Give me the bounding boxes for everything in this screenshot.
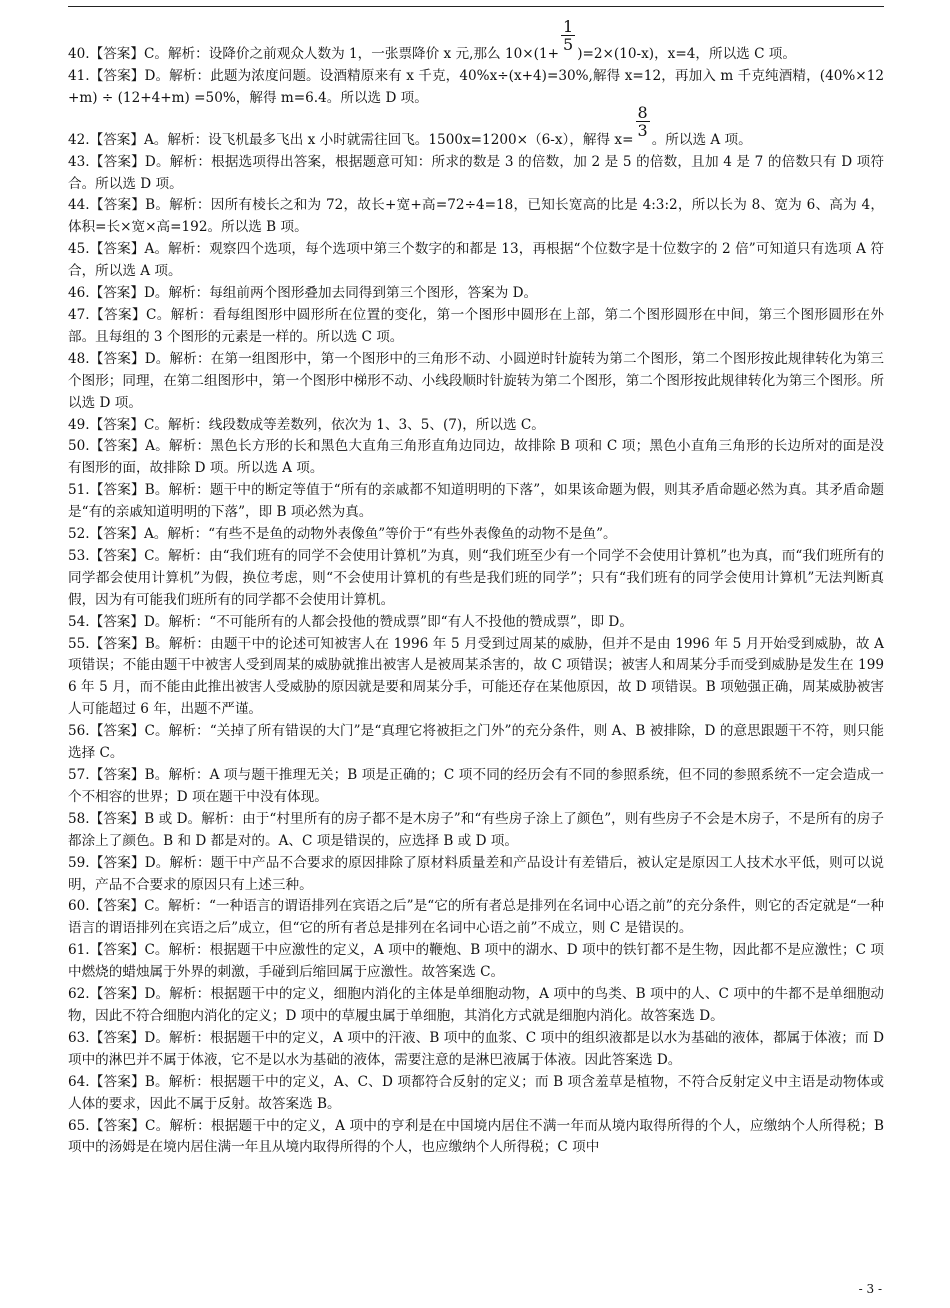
answer-item-61: 61.【答案】C。解析：根据题干中应激性的定义，A 项中的鞭炮、B 项中的湖水、D 项中的铁钉都不是生物，因此都不是应激性；C 项中燃烧的蜡烛属于外界的刺激，手碰到后缩回属于应激性。故答案选 C。 <box>68 942 884 981</box>
answer-item-58: 58.【答案】B 或 D。解析：由于“村里所有的房子都不是木房子”和“有些房子涂上了颜色”，则有些房子不会是木房子，不是所有的房子都涂上了颜色。B 和 D 都是对的。A、C 项是错误的，应选择 B 或 D 项。 <box>68 810 884 849</box>
answer-item-40: 40.【答案】C。解析：设降价之前观众人数为 1，一张票降价 x 元,那么 10×(1+ $\frac{1}{5}$ )=2×(10-x)，x=4，所以选 C 项。 <box>68 17 796 62</box>
answer-item-51: 51.【答案】B。解析：题干中的断定等值于“所有的亲戚都不知道明明的下落”，如果该命题为假，则其矛盾命题必然为真。其矛盾命题是“有的亲戚知道明明的下落”，即 B 项必然为真。 <box>68 482 884 521</box>
answer-item-42: 42.【答案】A。解析：设飞机最多飞出 x 小时就需往回飞。1500x=1200×（6-x），解得 x= $\frac{8}{3}$ 。所以选 A 项。 <box>68 102 752 148</box>
fraction: $\frac{1}{5}$ <box>563 17 574 54</box>
answer-item-41: 41.【答案】D。解析：此题为浓度问题。设酒精原来有 x 千克，40%x÷(x+4)=30%,解得 x=12，再加入 m 千克纯酒精，(40%×12+m) ÷ (12+4+m) =50%，解得 m=6.4。所以选 D 项。 <box>68 67 884 106</box>
answer-item-49: 49.【答案】C。解析：线段数成等差数列，依次为 1、3、5、(7)，所以选 C。 <box>68 416 545 433</box>
answer-item-45: 45.【答案】A。解析：观察四个选项，每个选项中第三个数字的和都是 13，再根据“个位数字是十位数字的 2 倍”可知道只有选项 A 符合，所以选 A 项。 <box>68 241 884 280</box>
answer-item-44: 44.【答案】B。解析：因所有棱长之和为 72，故长+宽+高=72÷4=18，已知长宽高的比是 4:3:2，所以长为 8、宽为 6、高为 4，体积=长×宽×高=192。所以选 B 项。 <box>68 197 884 236</box>
fraction: $\frac{8}{3}$ <box>637 102 648 140</box>
answer-item-48: 48.【答案】D。解析：在第一组图形中，第一个图形中的三角形不动、小圆逆时针旋转为第二个图形，第二个图形按此规律转化为第三个图形；同理，在第二组图形中，第一个图形中梯形不动、小线段顺时针旋转为第二个图形，第二个图形按此规律转化为第三个图形。所以选 D 项。 <box>68 350 884 411</box>
answer-item-54: 54.【答案】D。解析：“不可能所有的人都会投他的赞成票”即“有人不投他的赞成票”，即 D。 <box>68 613 633 630</box>
answer-item-43: 43.【答案】D。解析：根据选项得出答案，根据题意可知：所求的数是 3 的倍数，加 2 是 5 的倍数，且加 4 是 7 的倍数只有 D 项符合。所以选 D 项。 <box>68 153 884 192</box>
header-rule <box>68 6 884 7</box>
answer-item-52: 52.【答案】A。解析：“有些不是鱼的动物外表像鱼”等价于“有些外表像鱼的动物不是鱼”。 <box>68 526 617 543</box>
spacer <box>68 110 884 130</box>
answer-item-64: 64.【答案】B。解析：根据题干中的定义，A、C、D 项都符合反射的定义；而 B 项含羞草是植物，不符合反射定义中主语是动物体或人体的要求，因此不属于反射。故答案选 B。 <box>68 1073 884 1112</box>
answer-item-56: 56.【答案】C。解析：“关掉了所有错误的大门”是“真理它将被拒之门外”的充分条件，则 A、B 被排除，D 的意思跟题干不符，则只能选择 C。 <box>68 723 884 762</box>
answer-item-62: 62.【答案】D。解析：根据题干中的定义，细胞内消化的主体是单细胞动物，A 项中的鸟类、B 项中的人、C 项中的牛都不是单细胞动物，因此不符合细胞内消化的定义；D 项中的草履虫属于单细胞，其消化方式就是细胞内消化。故答案选 D。 <box>68 986 884 1024</box>
answer-item-50: 50.【答案】A。解析：黑色长方形的长和黑色大直角三角形直角边同边，故排除 B 项和 C 项；黑色小直角三角形的长边所对的面是没有图形的面，故排除 D 项。所以选 A 项。 <box>68 438 884 477</box>
answer-item-65: 65.【答案】C。解析：根据题干中的定义，A 项中的亨利是在中国境内居住不满一年而从境内取得所得的个人，应缴纳个人所得税；B 项中的汤姆是在境内居住满一年且从境内取得所得的个人，也应缴纳个人所得税；C 项中 <box>68 1117 889 1156</box>
answer-item-55: 55.【答案】B。解析：由题干中的论述可知被害人在 1996 年 5 月受到过周某的威胁，但并不是由 1996 年 5 月开始受到威胁，故 A 项错误；不能由题干中被害人受到周某的威胁就推出被害人是被周某杀害的，故 C 项错误；被害人和周某分手而受到威胁是发生在 1996 年 5 月，而不能由此推出被害人受威胁的原因就是要和周某分手，可能还存在某他原因，故 D 项错误。B 项勉强正确，周某威胁被害人可能超过 6 年，出题不严谨。 <box>68 635 889 718</box>
answer-item-60: 60.【答案】C。解析：“一种语言的谓语排列在宾语之后”是“它的所有者总是排列在名词中心语之前”的充分条件，则它的否定就是“一种语言的谓语排列在宾语之后”成立，但“它的所有者总是排列在名词中心语之前”不成立，则 C 是错误的。 <box>68 898 884 937</box>
answer-item-63: 63.【答案】D。解析：根据题干中的定义，A 项中的汗液、B 项中的血浆、C 项中的组织液都是以水为基础的液体，都属于体液；而 D 项中的淋巴并不属于体液，它不是以水为基础的液体，需要注意的是淋巴液属于体液。因此答案选 D。 <box>68 1029 889 1068</box>
answer-item-53: 53.【答案】C。解析：由“我们班有的同学不会使用计算机”为真，则“我们班至少有一个同学不会使用计算机”也为真，而“我们班所有的同学都会使用计算机”为假，换位考虑，则“不会使用计算机的有些是我们班的同学”；只有“我们班有的同学会使用计算机”无法判断真假，因为有可能我们班所有的同学都不会使用计算机。 <box>68 547 884 608</box>
answer-item-57: 57.【答案】B。解析：A 项与题干推理无关；B 项是正确的；C 项不同的经历会有不同的参照系统，但不同的参照系统不一定会造成一个不相容的世界；D 项在题干中没有体现。 <box>68 767 884 805</box>
answer-item-59: 59.【答案】D。解析：题干中产品不合要求的原因排除了原材料质量差和产品设计有差错后，被认定是原因工人技术水平低，则可以说明，产品不合要求的原因只有上述三种。 <box>68 854 884 893</box>
answer-item-46: 46.【答案】D。解析：每组前两个图形叠加去同得到第三个图形，答案为 D。 <box>68 285 538 302</box>
answer-item-47: 47.【答案】C。解析：看每组图形中圆形所在位置的变化，第一个图形中圆形在上部，第二个图形圆形在中间，第三个图形圆形在外部。且每组的 3 个图形的元素是一样的。所以选 C 项。 <box>68 306 884 345</box>
page-number: - 3 - <box>858 1282 882 1296</box>
answer-explanations <box>68 14 889 1159</box>
